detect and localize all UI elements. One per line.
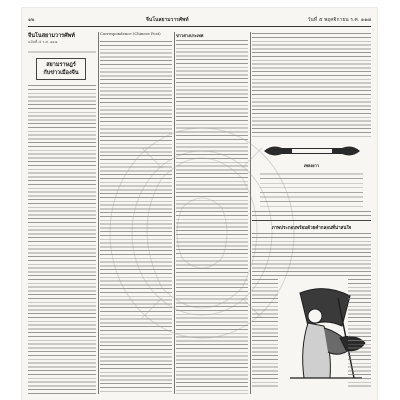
page-header: [28, 14, 371, 27]
page-number: ๑๒: [28, 17, 35, 23]
masthead: จีนโนสยามวารศัพท์: [146, 17, 189, 23]
dateline: วันที่ ๕ พฤศจิกายน ร.ศ. ๑๑๗: [307, 17, 371, 23]
boxed-heading-line1: สยามราษฎร์: [46, 62, 76, 68]
text-block: [252, 210, 371, 218]
text-block: [252, 278, 278, 388]
column-1-title: จีนโนสยามวารศัพท์: [28, 33, 75, 39]
column-3-heading: ข่าวต่างประเทศ: [176, 33, 204, 38]
section-title: ภาพประกอบพร้อมด้วยคำกลอนที่น่าสนใจ: [252, 220, 371, 231]
newspaper-page: [22, 8, 377, 400]
banner-caption: เพลงยาว: [303, 163, 320, 168]
tabular-text: [260, 172, 363, 208]
text-block: [28, 84, 96, 394]
ornamental-banner: [262, 144, 362, 158]
column-1: [28, 32, 96, 394]
column-rule: [98, 32, 99, 394]
text-block: [348, 278, 371, 388]
column-2-intro: Correspondence (Chinese Post): [100, 32, 161, 36]
text-block: [252, 232, 371, 276]
text-block: [28, 50, 96, 56]
text-block: [252, 32, 371, 138]
boxed-heading-line2: กับข่าวเมืองจีน: [43, 70, 79, 76]
column-1-meta: ฉบับที่ ๕ ร.ศ. ๑๑๗: [28, 40, 58, 44]
column-4: [252, 32, 371, 394]
boxed-heading: [36, 58, 86, 80]
